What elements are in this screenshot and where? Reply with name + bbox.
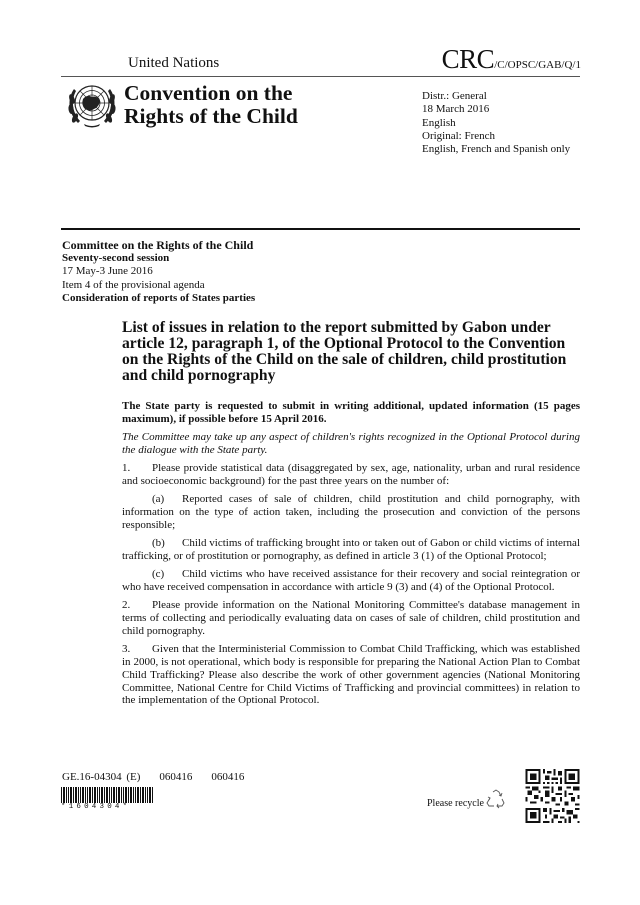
subitem-b bbox=[122, 537, 580, 563]
treaty-body-title-line2: Rights of the Child bbox=[124, 104, 298, 128]
subitem-label: (a) bbox=[152, 493, 165, 506]
barcode-icon bbox=[61, 787, 154, 803]
job-code: GE.16-04304 (E) bbox=[62, 771, 141, 783]
agenda-item: Item 4 of the provisional agenda bbox=[62, 278, 205, 291]
subitem-text: Child victims of trafficking brought into or taken out of Gabon or child victims of internal trafficking, or of prostitution or pornography, as defined in article 3 (1) of the Optional Protocol; bbox=[122, 537, 580, 562]
session-dates: 17 May-3 June 2016 bbox=[62, 265, 153, 278]
treaty-body-title-line1: Convention on the bbox=[124, 81, 293, 105]
subitem-c bbox=[122, 568, 580, 594]
symbol-prefix: CRC bbox=[441, 44, 495, 74]
document-language: English bbox=[422, 116, 456, 129]
agenda-item-title: Consideration of reports of States parties bbox=[62, 292, 256, 305]
subitem-label: (b) bbox=[152, 537, 165, 550]
subitem-text: Child victims who have received assistance for their recovery and social reintegration or who have received compensation in accordance with article 9 (3) and (4) of the Optional Protocol. bbox=[122, 568, 580, 594]
issue-date: 18 March 2016 bbox=[422, 103, 490, 116]
paragraph-number: 1. bbox=[122, 462, 131, 475]
subitem-label: (c) bbox=[152, 568, 165, 581]
available-languages: English, French and Spanish only bbox=[422, 143, 571, 156]
symbol-suffix: /C/OPSC/GAB/Q/1 bbox=[494, 59, 581, 71]
paragraph-text: Please provide information on the National Monitoring Committee's database management in terms of collecting and periodically evaluating data on cases of sale of children, child prostitution and child pornography. bbox=[122, 599, 580, 637]
date-code-2: 060416 bbox=[211, 771, 245, 783]
committee-note: The Committee may take up any aspect of children's rights recognized in the Optional Protocol during the dialogue with the State party. bbox=[122, 431, 580, 456]
paragraph-number: 2. bbox=[122, 599, 131, 612]
committee-block bbox=[62, 238, 255, 306]
submission-request: The State party is requested to submit in writing additional, updated information (15 pages maximum), if possible before 15 April 2016. bbox=[122, 400, 580, 425]
document-title: List of issues in relation to the report submitted by Gabon under article 12, paragraph 1, of the Optional Protocol to the Convention on the Rights of the Child on the sale of children, child prostitution and child pornography bbox=[122, 319, 567, 384]
paragraph-2 bbox=[122, 599, 580, 637]
treaty-body-title bbox=[124, 82, 298, 128]
paragraph-3 bbox=[122, 643, 580, 707]
committee-name: Committee on the Rights of the Child bbox=[62, 238, 254, 252]
document-symbol bbox=[442, 44, 581, 75]
date-code-1: 060416 bbox=[159, 771, 193, 783]
recycle-label: Please recycle bbox=[427, 798, 484, 809]
un-emblem-icon bbox=[66, 79, 118, 129]
recycle-icon bbox=[485, 788, 507, 810]
document-body bbox=[122, 400, 580, 713]
paragraph-text: Given that the Interministerial Commission to Combat Child Trafficking, which was established in 2000, is not operational, which body is responsible for preparing the National Action Plan to Combat Child Trafficking? Please also describe the work of other government agencies (National Monitoring Committee, National Centre for Child Victims of Trafficking and provincial committees) in relation to the implementation of the Optional Protocol. bbox=[122, 643, 580, 707]
session-label: Seventy-second session bbox=[62, 252, 170, 264]
job-code-line bbox=[62, 771, 244, 783]
section-rule bbox=[61, 228, 580, 230]
barcode-number: *1604304* bbox=[61, 803, 131, 811]
paragraph-number: 3. bbox=[122, 643, 131, 656]
paragraph-1 bbox=[122, 462, 580, 488]
subitem-text: Reported cases of sale of children, child prostitution and child pornography, with information on the type of action taken, including the prosecution and conviction of the persons responsible; bbox=[122, 493, 580, 531]
original-language: Original: French bbox=[422, 129, 496, 142]
paragraph-text: Please provide statistical data (disaggregated by sex, age, nationality, urban and rural residence and socioeconomic background) for the past three years on the number of: bbox=[122, 462, 580, 487]
subitem-a bbox=[122, 493, 580, 531]
header-rule bbox=[61, 76, 580, 77]
qr-code-icon bbox=[525, 769, 580, 823]
distribution-type: Distr.: General bbox=[422, 90, 487, 102]
organization-label: United Nations bbox=[128, 55, 220, 71]
distribution-block bbox=[422, 90, 570, 156]
